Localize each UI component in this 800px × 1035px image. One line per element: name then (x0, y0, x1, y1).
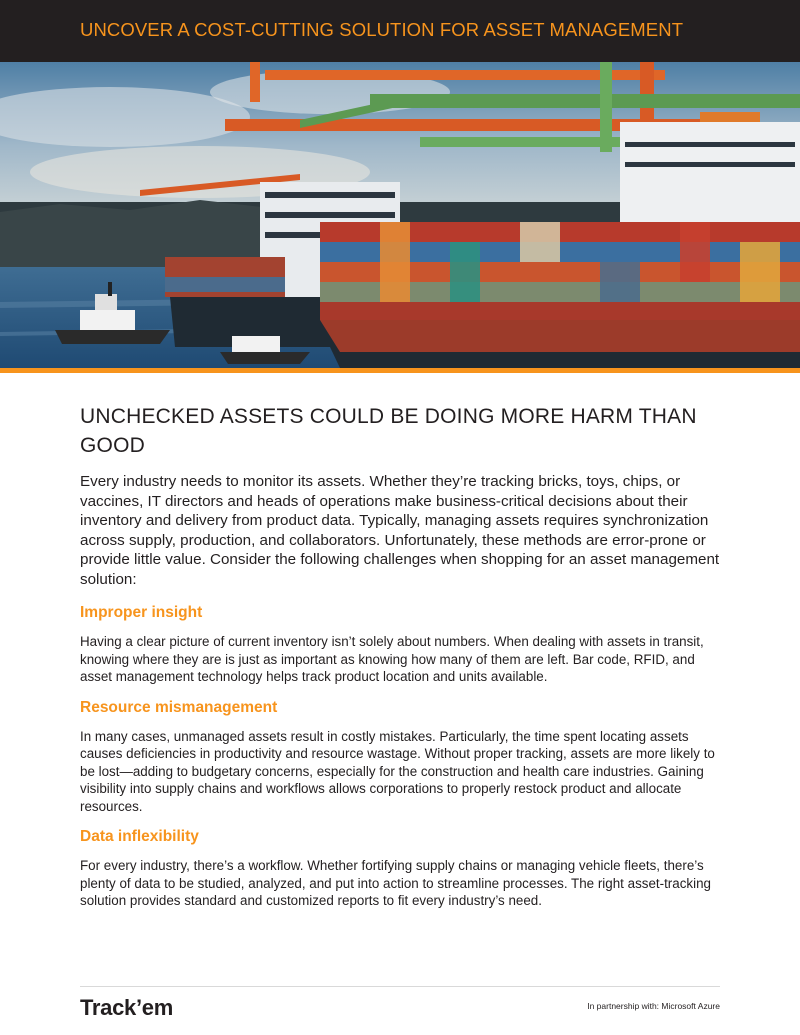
section-body-improper-insight: Having a clear picture of current inventory isn’t solely about numbers. When dealing with assets in transit, knowing where they are is just as important as knowing how many of them are left. Bar code, RFID, and asset management technology helps track product location and units available. (80, 634, 704, 684)
section-heading-improper-insight: Improper insight (80, 604, 203, 621)
partner-note: In partnership with: Microsoft Azure (587, 1001, 720, 1011)
page-title: UNCOVER A COST-CUTTING SOLUTION FOR ASSET MANAGEMENT (80, 19, 684, 40)
container-ship-port-illustration (0, 62, 800, 368)
section-heading-data-inflexibility: Data inflexibility (80, 828, 199, 845)
article-heading: UNCHECKED ASSETS COULD BE DOING MORE HARM THAN GOOD (80, 405, 697, 457)
section-body-resource-mismanagement: In many cases, unmanaged assets result in costly mistakes. Particularly, the time spent locating assets causes deficiencies in productivity and resource wastage. Without proper tracking, assets are more likely to be lost—adding to budgetary concerns, especially for the construction and health care industries. Gaining visibility into supply chains and workflows allows corporations to properly restock product and allocate resources. (80, 728, 715, 814)
hero-image (0, 62, 800, 368)
section-body-data-inflexibility: For every industry, there’s a workflow. Whether fortifying supply chains or managing vehicle fleets, there’s plenty of data to be studied, analyzed, and put into action to streamline processes. The right asset-tracking solution provides standard and customized reports to fit every industry’s need. (80, 858, 711, 908)
article (80, 402, 720, 922)
section-heading-resource-mismanagement: Resource mismanagement (80, 698, 278, 716)
footer-divider (80, 986, 720, 987)
accent-divider (0, 368, 800, 373)
intro-paragraph: Every industry needs to monitor its assets. Whether they’re tracking bricks, toys, chips, or vaccines, IT directors and heads of operations make business-critical decisions about their inventory and delivery from product data. Typically, managing assets requires synchronization across supply, production, and collaborators. Unfortunately, these methods are error-prone or provide little value. Consider the following challenges when shopping for an asset management solution: (80, 473, 720, 588)
header-banner (0, 0, 800, 62)
trackem-logo: Track’em (80, 995, 174, 1020)
